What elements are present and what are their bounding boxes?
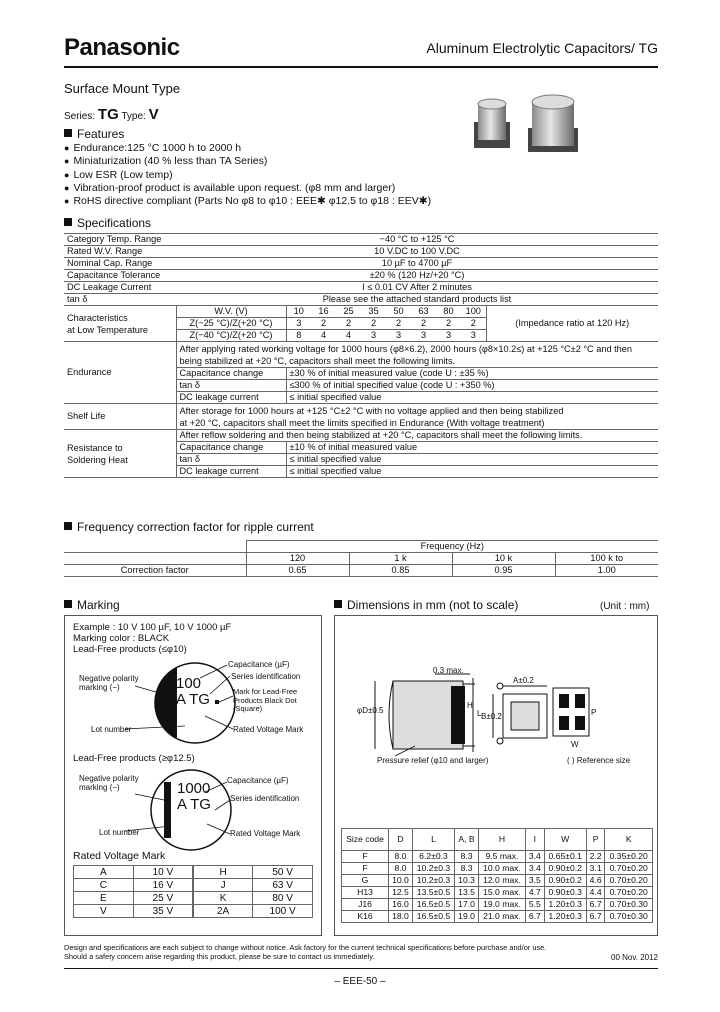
lead-free-label-1: Lead-Free products (≤φ10) xyxy=(73,644,187,655)
type-value: V xyxy=(148,106,159,123)
spec-label: Capacitance Tolerance xyxy=(64,270,176,282)
feature-item: ● Endurance:125 °C 1000 h to 2000 h xyxy=(64,142,431,155)
spec-row xyxy=(64,234,658,246)
low-temp-row: Z(−25 °C)/Z(+20 °C) 3 2 2 2 2 2 2 2 xyxy=(64,318,658,330)
frequency-header: Frequency (Hz) xyxy=(246,541,658,553)
marking-heading: Marking xyxy=(64,598,120,612)
date-label: 00 Nov. 2012 xyxy=(611,953,658,962)
low-temp-label: Characteristics at Low Temperature xyxy=(64,306,176,342)
table-row: J16 16.0 16.5±0.5 17.0 19.0 max. 5.5 1.20±0.3 6.7 0.70±0.30 xyxy=(342,899,653,911)
dimension-drawing xyxy=(335,616,659,766)
rated-voltage-table: A 10 V H 50 V C 16 V J 63 V E 25 V K 80 V V 35 V 2A 100 V xyxy=(73,865,313,918)
low-temp-row: Z(−40 °C)/Z(+20 °C) 8 4 4 3 3 3 3 3 xyxy=(64,330,658,342)
feature-item: ● RoHS directive compliant (Parts No φ8 to φ10 : EEE✱ φ12.5 to φ18 : EEV✱) xyxy=(64,195,431,208)
disclaimer: Design and specifications are each subject to change without notice. Ask factory for the current technical specifications before purchase and/or use. Should a safety concern arise regarding this product, please be sure to contact us immediately. xyxy=(64,943,547,961)
spec-row xyxy=(64,258,658,270)
brand-logo: Panasonic xyxy=(64,34,180,61)
endurance-label: Endurance xyxy=(64,342,176,404)
table-row: H13 12.5 13.5±0.5 13.5 15.0 max. 4.7 0.90±0.3 4.4 0.70±0.20 xyxy=(342,887,653,899)
page-title: Aluminum Electrolytic Capacitors/ TG xyxy=(426,40,658,56)
table-row: G 10.0 10.2±0.3 10.3 12.0 max. 3.5 0.90±0.2 4.6 0.70±0.20 xyxy=(342,875,653,887)
spec-label: Nominal Cap. Range xyxy=(64,258,176,270)
spec-label: tan δ xyxy=(64,294,176,306)
dimensions-heading: Dimensions in mm (not to scale) xyxy=(334,598,518,612)
feature-item: ● Low ESR (Low temp) xyxy=(64,169,431,182)
reference-size-label: ( ) Reference size xyxy=(567,756,631,765)
low-temp-row: Characteristics at Low Temperature W.V. (V) 10 16 25 35 50 63 80 100 (Impedance ratio at 120 Hz) xyxy=(64,306,658,318)
specifications-table: Category Temp. Range −40 °C to +125 °C Rated W.V. Range 10 V.DC to 100 V.DC Nominal Cap. Range 10 µF to 4700 µF Capacitance Tolerance ±20 % (120 Hz/+20 °C) DC Leakage Current I ≤ 0.01 CV After 2 minutes tan δ Please see the attached standard products list Characteristics at Low Temperature W.V. (V) 10 16 25 35 50 63 80 100 (Impedance ratio at 120 Hz) Z(−25 °C)/Z(+20 °C) 3 2 2 2 2 2 2 2 Z(−40 °C)/Z(+20 °C) 8 4 4 3 3 3 3 3 Endurance After applying rated working voltage for 1000 hours (φ8×6.2), 2000 hours (φ8×10.2≤) at +125 °C±2 °C and then being stabilized at +20 °C, capacitors shall meet the following limits. Capacitance change ±30 % of initial measured value (code U : ±35 %) tan δ ≤300 % of initial specified value (code U : +350 %) DC leakage current ≤ initial specified value Shelf Life After storage for 1000 hours at +125 °C±2 °C with no voltage applied and then being stabilized at +20 °C, capacitors shall meet the limits specified in Endurance (With voltage treatment) Resistance to Soldering Heat After reflow soldering and then being stabilized at +20 °C, capacitors shall meet the following limits. Capacitance change ±10 % of initial measured value tan δ ≤ initial specified value DC leakage current ≤ initial specified value xyxy=(64,233,658,478)
spec-label: Category Temp. Range xyxy=(64,234,176,246)
frequency-heading: Frequency correction factor for ripple current xyxy=(64,520,314,534)
spec-value: I ≤ 0.01 CV After 2 minutes xyxy=(176,282,658,294)
correction-label: Correction factor xyxy=(64,565,246,577)
page-number: – EEE-50 – xyxy=(334,976,386,987)
rated-voltage-heading: Rated Voltage Mark xyxy=(73,850,166,862)
cap-marking-1: 100 xyxy=(176,675,202,692)
spec-value: 10 V.DC to 100 V.DC xyxy=(176,246,658,258)
neg-polarity-label-2: Negative polarity marking (−) xyxy=(79,774,139,792)
shelf-life-label: Shelf Life xyxy=(64,404,176,430)
shelf-life-row: Shelf Life After storage for 1000 hours at +125 °C±2 °C with no voltage applied and then being stabilized at +20 °C, capacitors shall meet the limits specified in Endurance (With voltage treatment) xyxy=(64,404,658,430)
series-marking-2: A TG xyxy=(177,796,211,813)
series-line xyxy=(64,106,159,123)
spec-label: DC Leakage Current xyxy=(64,282,176,294)
spec-value: 10 µF to 4700 µF xyxy=(176,258,658,270)
series-marking-1: A TG xyxy=(176,691,210,708)
features-list xyxy=(64,142,431,208)
table-row: F 8.0 6.2±0.3 8.3 9.5 max. 3.4 0.65±0.1 2.2 0.35±0.20 xyxy=(342,851,653,863)
marking-example: Example : 10 V 100 µF, 10 V 1000 µF xyxy=(73,622,232,633)
endurance-row: Endurance After applying rated working voltage for 1000 hours (φ8×6.2), 2000 hours (φ8×10.2≤) at +125 °C±2 °C and then being stabilized at +20 °C, capacitors shall meet the following limits. xyxy=(64,342,658,368)
frequency-table: Frequency (Hz) 120 1 k 10 k 100 k to Correction factor 0.65 0.85 0.95 1.00 xyxy=(64,540,658,577)
feature-item: ● Vibration-proof product is available upon request. (φ8 mm and larger) xyxy=(64,182,431,195)
dimensions-box: 0.3 max. φD±0.5 L H A±0.2 B±0.2 P W Pressure relief (φ10 and larger) ( ) Reference size Size code D L A, B H I W P K F 8.0 6.2±0.3 8.3 9.5 max. 3.4 0.65±0.1 2.2 0.35±0.20 F 8.0 10.2±0.3 8.3 10.0 max. 3.4 0.90±0.2 3.1 0.70±0.20 G 10.0 10.2±0.3 10.3 12.0 max. 3.5 0.90±0.2 4.6 0.70±0.20 H13 12.5 13.5±0.5 13.5 15.0 max. 4.7 0.90±0.3 4.4 0.70±0.20 J16 16.0 16.5±0.5 17.0 19.0 max. 5.5 1.20±0.3 6.7 0.70±0.30 K16 18.0 16.5±0.5 19.0 21.0 max. 6.7 1.20±0.3 6.7 0.70±0.30 xyxy=(334,615,658,936)
subtitle: Surface Mount Type xyxy=(64,81,181,96)
cap-marking-2: 1000 xyxy=(177,780,211,797)
soldering-label: Resistance to Soldering Heat xyxy=(64,430,176,478)
specifications-heading: Specifications xyxy=(64,216,151,230)
product-photo xyxy=(470,92,590,156)
features-heading: Features xyxy=(64,127,124,141)
header-rule xyxy=(64,66,658,68)
spec-row xyxy=(64,294,658,306)
leadfree-mark-label: Mark for Lead-Free Products Black Dot (Square) xyxy=(233,687,298,713)
unit-label: (Unit : mm) xyxy=(600,601,650,612)
footer-rule xyxy=(64,968,658,969)
neg-polarity-label-1: Negative polarity marking (−) xyxy=(79,674,139,692)
spec-value: Please see the attached standard products list xyxy=(176,294,658,306)
table-row: F 8.0 10.2±0.3 8.3 10.0 max. 3.4 0.90±0.2 3.1 0.70±0.20 xyxy=(342,863,653,875)
spec-value: ±20 % (120 Hz/+20 °C) xyxy=(176,270,658,282)
spec-row xyxy=(64,270,658,282)
pressure-relief-label: Pressure relief (φ10 and larger) xyxy=(377,756,489,765)
impedance-note: (Impedance ratio at 120 Hz) xyxy=(486,306,658,342)
soldering-row: Resistance to Soldering Heat After reflow soldering and then being stabilized at +20 °C, capacitors shall meet the following limits. xyxy=(64,430,658,442)
lead-free-label-2: Lead-Free products (≥φ12.5) xyxy=(73,753,195,764)
table-row: K16 18.0 16.5±0.5 19.0 21.0 max. 6.7 1.20±0.3 6.7 0.70±0.30 xyxy=(342,911,653,923)
marking-box: Example : 10 V 100 µF, 10 V 1000 µF Marking color : BLACK Lead-Free products (≤φ10) 100 A TG Negative polarity marking (−) Capacitance (µF) Series identification Mark for Lead-Free Products Black Dot (Square) Lot number Rated Voltage Mark Lead-Free products (≥φ12.5) 1000 A TG Negative polarity marking (−) Capacitance (µF) Series identification Lot number Rated Voltage Mark Rated Voltage Mark A 10 V H 50 V C 16 V J 63 V E 25 V K 80 V V 35 V 2A 100 V xyxy=(64,615,322,936)
wv-label: W.V. (V) xyxy=(176,306,286,318)
spec-row xyxy=(64,282,658,294)
spec-value: −40 °C to +125 °C xyxy=(176,234,658,246)
marking-color: Marking color : BLACK xyxy=(73,633,170,644)
series-label: Series: xyxy=(64,111,96,122)
type-label: Type: xyxy=(121,111,146,122)
series-value: TG xyxy=(97,106,119,123)
feature-item: ● Miniaturization (40 % less than TA Series) xyxy=(64,155,431,168)
spec-row xyxy=(64,246,658,258)
spec-label: Rated W.V. Range xyxy=(64,246,176,258)
dimensions-table: Size code D L A, B H I W P K F 8.0 6.2±0.3 8.3 9.5 max. 3.4 0.65±0.1 2.2 0.35±0.20 F 8.0 10.2±0.3 8.3 10.0 max. 3.4 0.90±0.2 3.1 0.70±0.20 G 10.0 10.2±0.3 10.3 12.0 max. 3.5 0.90±0.2 4.6 0.70±0.20 H13 12.5 13.5±0.5 13.5 15.0 max. 4.7 0.90±0.3 4.4 0.70±0.20 J16 16.0 16.5±0.5 17.0 19.0 max. 5.5 1.20±0.3 6.7 0.70±0.30 K16 18.0 16.5±0.5 19.0 21.0 max. 6.7 1.20±0.3 6.7 0.70±0.30 xyxy=(341,828,653,923)
